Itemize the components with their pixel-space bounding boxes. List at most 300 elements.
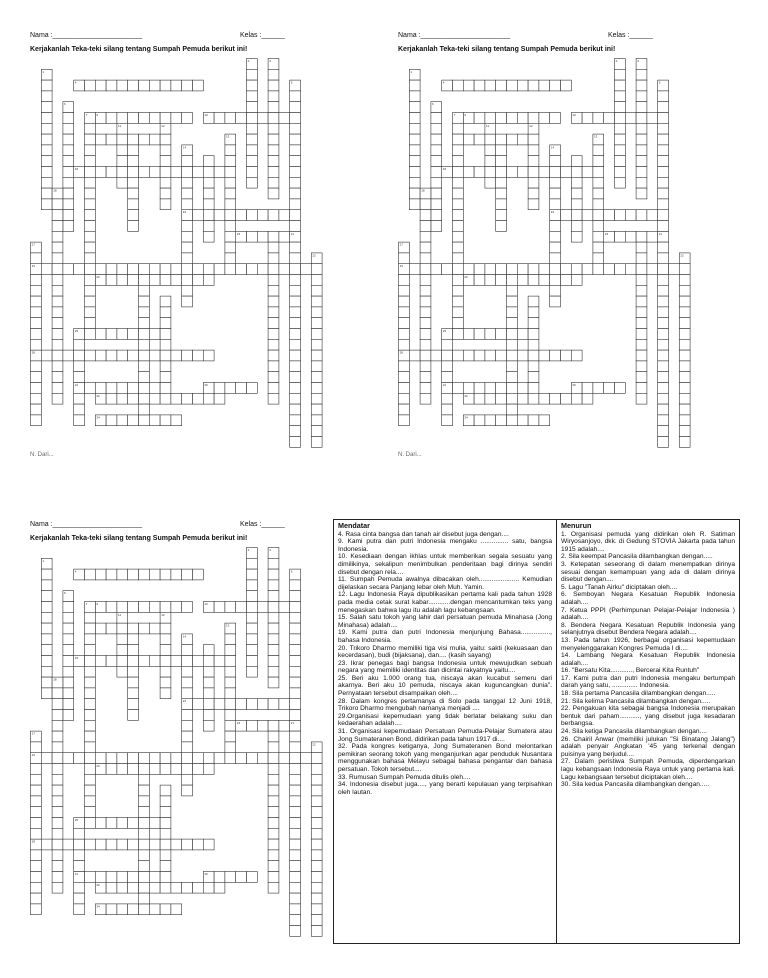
crossword-cell[interactable]: [528, 393, 539, 404]
crossword-cell[interactable]: [41, 134, 52, 145]
crossword-cell[interactable]: [507, 80, 518, 91]
crossword-cell[interactable]: [139, 807, 150, 818]
crossword-cell[interactable]: [301, 753, 312, 764]
crossword-cell[interactable]: [225, 666, 236, 677]
crossword-cell[interactable]: [74, 361, 85, 372]
crossword-cell[interactable]: [615, 231, 626, 242]
crossword-cell[interactable]: [571, 199, 582, 210]
crossword-cell[interactable]: [52, 839, 63, 850]
crossword-cell[interactable]: [203, 275, 214, 286]
crossword-cell[interactable]: [247, 720, 258, 731]
crossword-cell[interactable]: [409, 80, 420, 91]
crossword-cell[interactable]: [41, 91, 52, 102]
crossword-cell[interactable]: [290, 339, 301, 350]
crossword-cell[interactable]: [139, 623, 150, 634]
crossword-cell[interactable]: [139, 393, 150, 404]
crossword-cell[interactable]: [31, 361, 42, 372]
crossword-cell[interactable]: [182, 264, 193, 275]
crossword-cell[interactable]: [160, 569, 171, 580]
crossword-cell[interactable]: [214, 210, 225, 221]
crossword-cell[interactable]: [31, 807, 42, 818]
crossword-cell[interactable]: [420, 318, 431, 329]
crossword-cell[interactable]: [95, 264, 106, 275]
crossword-cell[interactable]: [528, 329, 539, 340]
crossword-cell[interactable]: [311, 275, 322, 286]
crossword-cell[interactable]: [85, 253, 96, 264]
crossword-cell[interactable]: [128, 188, 139, 199]
crossword-cell[interactable]: [128, 199, 139, 210]
crossword-cell[interactable]: [41, 188, 52, 199]
crossword-cell[interactable]: [507, 275, 518, 286]
crossword-cell[interactable]: [160, 688, 171, 699]
crossword-cell[interactable]: [669, 264, 680, 275]
crossword-cell[interactable]: [85, 807, 96, 818]
crossword-cell[interactable]: [453, 296, 464, 307]
crossword-cell[interactable]: [268, 558, 279, 569]
crossword-cell[interactable]: [128, 156, 139, 167]
crossword-cell[interactable]: [160, 177, 171, 188]
crossword-cell[interactable]: [268, 839, 279, 850]
crossword-cell[interactable]: [615, 134, 626, 145]
crossword-cell[interactable]: [636, 80, 647, 91]
crossword-cell[interactable]: [658, 393, 669, 404]
crossword-cell[interactable]: [247, 134, 258, 145]
crossword-cell[interactable]: [496, 275, 507, 286]
crossword-cell[interactable]: [268, 285, 279, 296]
crossword-cell[interactable]: [290, 731, 301, 742]
crossword-cell[interactable]: [311, 393, 322, 404]
crossword-cell[interactable]: [247, 753, 258, 764]
crossword-cell[interactable]: [268, 69, 279, 80]
crossword-cell[interactable]: [203, 753, 214, 764]
crossword-cell[interactable]: [485, 177, 496, 188]
crossword-cell[interactable]: [507, 113, 518, 124]
crossword-cell[interactable]: [247, 177, 258, 188]
crossword-cell[interactable]: [182, 156, 193, 167]
crossword-cell[interactable]: [203, 199, 214, 210]
crossword-cell[interactable]: [485, 275, 496, 286]
crossword-cell[interactable]: [290, 699, 301, 710]
crossword-cell[interactable]: [463, 80, 474, 91]
crossword-cell[interactable]: [679, 361, 690, 372]
crossword-cell[interactable]: [625, 231, 636, 242]
crossword-cell[interactable]: [453, 134, 464, 145]
crossword-cell[interactable]: [517, 275, 528, 286]
crossword-cell[interactable]: [528, 113, 539, 124]
crossword-cell[interactable]: [52, 199, 63, 210]
crossword-cell[interactable]: [679, 404, 690, 415]
crossword-cell[interactable]: [128, 177, 139, 188]
crossword-cell[interactable]: [160, 361, 171, 372]
crossword-cell[interactable]: [63, 612, 74, 623]
crossword-cell[interactable]: [225, 688, 236, 699]
crossword-cell[interactable]: [561, 393, 572, 404]
crossword-cell[interactable]: [117, 383, 128, 394]
crossword-cell[interactable]: [399, 285, 410, 296]
crossword-cell[interactable]: [182, 113, 193, 124]
crossword-cell[interactable]: [268, 145, 279, 156]
crossword-cell[interactable]: [74, 415, 85, 426]
crossword-cell[interactable]: [139, 602, 150, 613]
crossword-cell[interactable]: [268, 253, 279, 264]
crossword-cell[interactable]: [193, 393, 204, 404]
crossword-cell[interactable]: [474, 415, 485, 426]
crossword-cell[interactable]: [203, 221, 214, 232]
crossword-cell[interactable]: [453, 350, 464, 361]
crossword-cell[interactable]: [517, 383, 528, 394]
crossword-cell[interactable]: [290, 264, 301, 275]
crossword-cell[interactable]: [52, 774, 63, 785]
crossword-cell[interactable]: [485, 145, 496, 156]
crossword-cell[interactable]: [225, 167, 236, 178]
crossword-cell[interactable]: [236, 602, 247, 613]
crossword-cell[interactable]: [442, 393, 453, 404]
crossword-cell[interactable]: [290, 437, 301, 448]
crossword-cell[interactable]: [268, 645, 279, 656]
crossword-cell[interactable]: [561, 275, 572, 286]
crossword-cell[interactable]: [658, 188, 669, 199]
crossword-cell[interactable]: [647, 210, 658, 221]
crossword-cell[interactable]: [496, 393, 507, 404]
crossword-cell[interactable]: [311, 372, 322, 383]
crossword-cell[interactable]: [399, 415, 410, 426]
crossword-cell[interactable]: [257, 264, 268, 275]
crossword-cell[interactable]: [106, 569, 117, 580]
crossword-cell[interactable]: [74, 850, 85, 861]
crossword-cell[interactable]: [658, 167, 669, 178]
crossword-cell[interactable]: [160, 796, 171, 807]
crossword-cell[interactable]: [528, 350, 539, 361]
crossword-cell[interactable]: [149, 80, 160, 91]
crossword-cell[interactable]: [431, 167, 442, 178]
crossword-cell[interactable]: [399, 404, 410, 415]
crossword-cell[interactable]: [160, 753, 171, 764]
crossword-cell[interactable]: [160, 318, 171, 329]
crossword-cell[interactable]: [507, 167, 518, 178]
crossword-cell[interactable]: [311, 318, 322, 329]
crossword-cell[interactable]: [658, 415, 669, 426]
crossword-cell[interactable]: [615, 80, 626, 91]
crossword-cell[interactable]: [636, 69, 647, 80]
crossword-cell[interactable]: [658, 145, 669, 156]
crossword-cell[interactable]: [507, 264, 518, 275]
crossword-cell[interactable]: [571, 156, 582, 167]
crossword-cell[interactable]: [182, 774, 193, 785]
crossword-cell[interactable]: [52, 699, 63, 710]
crossword-cell[interactable]: [290, 404, 301, 415]
crossword-cell[interactable]: [128, 623, 139, 634]
crossword-cell[interactable]: [128, 210, 139, 221]
crossword-cell[interactable]: [41, 839, 52, 850]
crossword-cell[interactable]: [160, 339, 171, 350]
crossword-cell[interactable]: [85, 688, 96, 699]
crossword-cell[interactable]: [517, 80, 528, 91]
crossword-cell[interactable]: [507, 415, 518, 426]
crossword-cell[interactable]: [52, 361, 63, 372]
crossword-cell[interactable]: [139, 307, 150, 318]
crossword-cell[interactable]: [203, 231, 214, 242]
crossword-cell[interactable]: [496, 167, 507, 178]
crossword-cell[interactable]: [52, 882, 63, 893]
crossword-cell[interactable]: [149, 904, 160, 915]
crossword-cell[interactable]: [52, 275, 63, 286]
crossword-cell[interactable]: [139, 167, 150, 178]
crossword-cell[interactable]: [182, 753, 193, 764]
crossword-cell[interactable]: [679, 296, 690, 307]
crossword-cell[interactable]: [139, 828, 150, 839]
crossword-cell[interactable]: [247, 602, 258, 613]
crossword-cell[interactable]: [420, 383, 431, 394]
crossword-cell[interactable]: [41, 350, 52, 361]
crossword-cell[interactable]: [431, 350, 442, 361]
crossword-cell[interactable]: [431, 156, 442, 167]
crossword-cell[interactable]: [139, 134, 150, 145]
crossword-cell[interactable]: [679, 437, 690, 448]
crossword-cell[interactable]: [182, 731, 193, 742]
crossword-cell[interactable]: [658, 296, 669, 307]
crossword-cell[interactable]: [647, 231, 658, 242]
crossword-cell[interactable]: [106, 275, 117, 286]
crossword-cell[interactable]: [571, 221, 582, 232]
crossword-cell[interactable]: [225, 210, 236, 221]
crossword-cell[interactable]: [160, 307, 171, 318]
crossword-cell[interactable]: [139, 774, 150, 785]
crossword-cell[interactable]: [247, 656, 258, 667]
crossword-cell[interactable]: [290, 612, 301, 623]
crossword-cell[interactable]: [679, 318, 690, 329]
crossword-cell[interactable]: [139, 329, 150, 340]
crossword-cell[interactable]: [85, 731, 96, 742]
crossword-cell[interactable]: [117, 666, 128, 677]
crossword-cell[interactable]: [160, 156, 171, 167]
crossword-cell[interactable]: [203, 688, 214, 699]
crossword-cell[interactable]: [517, 329, 528, 340]
crossword-cell[interactable]: [658, 210, 669, 221]
crossword-cell[interactable]: [615, 167, 626, 178]
crossword-cell[interactable]: [128, 710, 139, 721]
crossword-cell[interactable]: [496, 199, 507, 210]
crossword-cell[interactable]: [658, 113, 669, 124]
crossword-cell[interactable]: [593, 231, 604, 242]
crossword-cell[interactable]: [268, 210, 279, 221]
crossword-cell[interactable]: [571, 167, 582, 178]
crossword-cell[interactable]: [311, 774, 322, 785]
crossword-cell[interactable]: [95, 350, 106, 361]
crossword-cell[interactable]: [214, 699, 225, 710]
crossword-cell[interactable]: [182, 188, 193, 199]
crossword-cell[interactable]: [247, 264, 258, 275]
crossword-cell[interactable]: [593, 221, 604, 232]
crossword-cell[interactable]: [247, 645, 258, 656]
crossword-cell[interactable]: [268, 383, 279, 394]
crossword-cell[interactable]: [171, 656, 182, 667]
crossword-cell[interactable]: [399, 383, 410, 394]
crossword-cell[interactable]: [139, 415, 150, 426]
crossword-cell[interactable]: [311, 264, 322, 275]
crossword-cell[interactable]: [615, 264, 626, 275]
crossword-cell[interactable]: [485, 393, 496, 404]
crossword-cell[interactable]: [149, 753, 160, 764]
crossword-cell[interactable]: [85, 612, 96, 623]
crossword-cell[interactable]: [95, 839, 106, 850]
crossword-cell[interactable]: [160, 372, 171, 383]
crossword-cell[interactable]: [63, 710, 74, 721]
crossword-cell[interactable]: [399, 307, 410, 318]
crossword-cell[interactable]: [636, 264, 647, 275]
crossword-cell[interactable]: [290, 350, 301, 361]
crossword-cell[interactable]: [550, 350, 561, 361]
crossword-cell[interactable]: [485, 415, 496, 426]
crossword-cell[interactable]: [85, 796, 96, 807]
crossword-cell[interactable]: [550, 80, 561, 91]
crossword-cell[interactable]: [311, 828, 322, 839]
crossword-cell[interactable]: [31, 893, 42, 904]
crossword-cell[interactable]: [31, 307, 42, 318]
crossword-cell[interactable]: [268, 393, 279, 404]
crossword-cell[interactable]: [463, 350, 474, 361]
crossword-cell[interactable]: [528, 188, 539, 199]
crossword-cell[interactable]: [182, 177, 193, 188]
crossword-cell[interactable]: [268, 580, 279, 591]
crossword-cell[interactable]: [171, 264, 182, 275]
crossword-cell[interactable]: [31, 861, 42, 872]
crossword-cell[interactable]: [550, 296, 561, 307]
crossword-cell[interactable]: [290, 383, 301, 394]
crossword-cell[interactable]: [225, 188, 236, 199]
crossword-cell[interactable]: [268, 785, 279, 796]
crossword-cell[interactable]: [311, 893, 322, 904]
crossword-cell[interactable]: [268, 91, 279, 102]
crossword-cell[interactable]: [615, 156, 626, 167]
crossword-cell[interactable]: [290, 774, 301, 785]
crossword-cell[interactable]: [517, 415, 528, 426]
crossword-cell[interactable]: [149, 656, 160, 667]
crossword-cell[interactable]: [149, 569, 160, 580]
crossword-cell[interactable]: [31, 904, 42, 915]
crossword-cell[interactable]: [290, 623, 301, 634]
crossword-cell[interactable]: [268, 872, 279, 883]
crossword-cell[interactable]: [160, 350, 171, 361]
crossword-cell[interactable]: [311, 426, 322, 437]
crossword-cell[interactable]: [658, 361, 669, 372]
crossword-cell[interactable]: [214, 882, 225, 893]
crossword-cell[interactable]: [582, 210, 593, 221]
crossword-cell[interactable]: [74, 904, 85, 915]
crossword-cell[interactable]: [85, 329, 96, 340]
crossword-cell[interactable]: [41, 156, 52, 167]
crossword-cell[interactable]: [182, 785, 193, 796]
crossword-cell[interactable]: [679, 415, 690, 426]
crossword-cell[interactable]: [128, 80, 139, 91]
crossword-cell[interactable]: [474, 134, 485, 145]
crossword-cell[interactable]: [95, 329, 106, 340]
crossword-cell[interactable]: [160, 904, 171, 915]
crossword-cell[interactable]: [399, 296, 410, 307]
crossword-cell[interactable]: [41, 602, 52, 613]
crossword-cell[interactable]: [214, 393, 225, 404]
crossword-cell[interactable]: [225, 720, 236, 731]
crossword-cell[interactable]: [52, 688, 63, 699]
crossword-cell[interactable]: [52, 796, 63, 807]
crossword-cell[interactable]: [399, 253, 410, 264]
crossword-cell[interactable]: [41, 612, 52, 623]
crossword-cell[interactable]: [31, 872, 42, 883]
crossword-cell[interactable]: [625, 113, 636, 124]
crossword-cell[interactable]: [139, 764, 150, 775]
crossword-cell[interactable]: [106, 134, 117, 145]
crossword-cell[interactable]: [550, 221, 561, 232]
crossword-cell[interactable]: [420, 361, 431, 372]
crossword-cell[interactable]: [453, 123, 464, 134]
crossword-cell[interactable]: [85, 753, 96, 764]
crossword-cell[interactable]: [604, 113, 615, 124]
crossword-cell[interactable]: [149, 818, 160, 829]
crossword-cell[interactable]: [636, 134, 647, 145]
crossword-cell[interactable]: [225, 699, 236, 710]
crossword-cell[interactable]: [636, 123, 647, 134]
crossword-cell[interactable]: [63, 113, 74, 124]
crossword-cell[interactable]: [453, 253, 464, 264]
crossword-cell[interactable]: [182, 666, 193, 677]
crossword-cell[interactable]: [679, 339, 690, 350]
crossword-cell[interactable]: [117, 167, 128, 178]
crossword-cell[interactable]: [31, 796, 42, 807]
crossword-cell[interactable]: [31, 850, 42, 861]
crossword-cell[interactable]: [203, 210, 214, 221]
crossword-cell[interactable]: [485, 383, 496, 394]
crossword-cell[interactable]: [290, 296, 301, 307]
crossword-cell[interactable]: [149, 393, 160, 404]
crossword-cell[interactable]: [268, 372, 279, 383]
crossword-cell[interactable]: [117, 113, 128, 124]
crossword-cell[interactable]: [31, 393, 42, 404]
crossword-cell[interactable]: [85, 221, 96, 232]
crossword-cell[interactable]: [593, 156, 604, 167]
crossword-cell[interactable]: [52, 764, 63, 775]
crossword-cell[interactable]: [106, 872, 117, 883]
crossword-cell[interactable]: [550, 188, 561, 199]
crossword-cell[interactable]: [63, 145, 74, 156]
crossword-cell[interactable]: [236, 872, 247, 883]
crossword-cell[interactable]: [117, 634, 128, 645]
crossword-cell[interactable]: [160, 666, 171, 677]
crossword-cell[interactable]: [453, 167, 464, 178]
crossword-cell[interactable]: [117, 569, 128, 580]
crossword-cell[interactable]: [139, 861, 150, 872]
crossword-cell[interactable]: [636, 275, 647, 286]
crossword-cell[interactable]: [507, 339, 518, 350]
crossword-cell[interactable]: [550, 167, 561, 178]
crossword-cell[interactable]: [431, 188, 442, 199]
crossword-cell[interactable]: [74, 828, 85, 839]
crossword-cell[interactable]: [85, 167, 96, 178]
crossword-cell[interactable]: [31, 275, 42, 286]
crossword-cell[interactable]: [182, 688, 193, 699]
crossword-cell[interactable]: [193, 882, 204, 893]
crossword-cell[interactable]: [171, 113, 182, 124]
crossword-cell[interactable]: [496, 264, 507, 275]
crossword-cell[interactable]: [442, 404, 453, 415]
crossword-cell[interactable]: [52, 807, 63, 818]
crossword-cell[interactable]: [257, 113, 268, 124]
crossword-cell[interactable]: [52, 372, 63, 383]
crossword-cell[interactable]: [268, 167, 279, 178]
crossword-cell[interactable]: [128, 677, 139, 688]
crossword-cell[interactable]: [679, 264, 690, 275]
crossword-cell[interactable]: [247, 80, 258, 91]
crossword-cell[interactable]: [257, 720, 268, 731]
crossword-cell[interactable]: [149, 134, 160, 145]
